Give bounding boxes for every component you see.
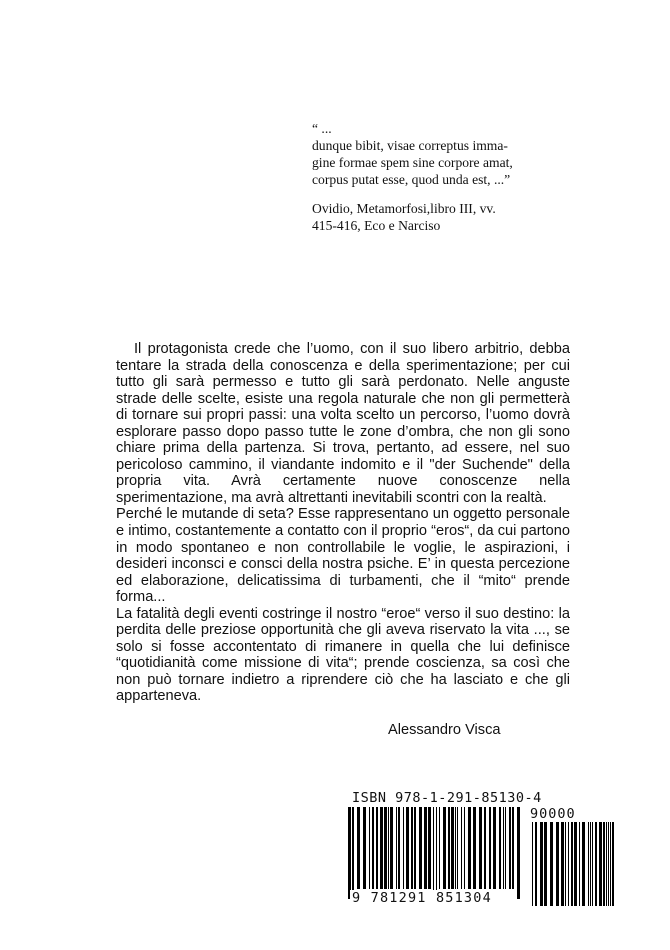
barcode-bar	[561, 822, 564, 906]
barcode-bar	[544, 822, 547, 906]
isbn-barcode	[346, 790, 626, 908]
barcode-bar	[606, 822, 607, 906]
paragraph: Il protagonista crede che l’uomo, con il suo libero arbitrio, debba tentare la strada della conoscenza e della sperimentazione; per cui tutto gli sarà permesso e tutto gli sarà perdonato. Nelle anguste strade delle scelte, esiste una regola naturale che non gli permetterà di tornare sui propri passi: una volta scelto un percorso, l’uomo dovrà esplorare passo dopo passo tutte le zone d’ombra, che non gli sono chiare prima della partenza. Si trova, pertanto, ad essere, nel suo pericoloso cammino, il viandante indomito e il "der Suchende" della propria vita. Avrà certamente nuove conoscenze nella sperimentazione, ma avrà altrettanti inevitabili scontri con la realtà.	[116, 341, 570, 506]
author-signature: Alessandro Visca	[388, 722, 501, 738]
epigraph-quote-line: “ ...	[312, 121, 332, 136]
barcode-bar	[424, 807, 427, 889]
addon-barcode-bars	[530, 822, 618, 906]
epigraph-quote-line: corpus putat esse, quod unda est, ...”	[312, 172, 511, 187]
barcode-bars	[346, 807, 522, 899]
barcode-bar	[484, 807, 486, 889]
barcode-bar	[388, 807, 389, 889]
isbn-text: ISBN 978-1-291-85130-4	[352, 790, 542, 806]
barcode-bar	[517, 807, 520, 899]
barcode-bar	[535, 822, 537, 906]
barcode-digits: 9 781291 851304	[352, 890, 492, 906]
barcode-bar	[384, 807, 387, 889]
barcode-bar	[376, 807, 378, 889]
barcode-bar	[348, 807, 351, 899]
barcode-bar	[556, 822, 559, 906]
barcode-bar	[398, 807, 400, 889]
barcode-bar	[588, 822, 589, 906]
barcode-bar	[579, 822, 580, 906]
barcode-bar	[512, 807, 514, 889]
barcode-bar	[419, 807, 422, 889]
price-code: 90000	[530, 806, 576, 822]
barcode-bar	[574, 822, 577, 906]
barcode-bar	[582, 822, 585, 906]
paragraph: La fatalità degli eventi costringe il nostro “eroe“ verso il suo destino: la perdita delle preziose opportunità che gli aveva riservato la vita ..., se solo si fosse accontentato di rimanere in quella che lui definisce “quotidianità come missione di vita“; prende coscienza, sa così che non può tornare indietro a riprendere ciò che ha lasciato e che gli apparteneva.	[116, 605, 570, 705]
barcode-bar	[473, 807, 476, 889]
barcode-bar	[532, 822, 533, 906]
barcode-bar	[503, 807, 504, 889]
barcode-bar	[608, 822, 609, 906]
paragraph: Perché le mutande di seta? Esse rappresentano un oggetto personale e intimo, costantemente a contatto con il proprio “eros“, da cui partono in modo spontaneo e non controllabile le voglie, le aspirazioni, i desideri inconsci e consci della nostra psiche. E’ in questa percezione ed elaborazione, delicatissima di turbamenti, che il “mito“ prende forma...	[116, 506, 570, 606]
barcode-bar	[406, 807, 409, 889]
epigraph-citation-line: Ovidio, Metamorfosi,libro III, vv.	[312, 201, 496, 216]
barcode-bar	[550, 822, 553, 906]
barcode-bar	[403, 807, 404, 889]
barcode-bar	[612, 822, 614, 906]
barcode-bar	[505, 807, 506, 889]
barcode-bar	[352, 807, 354, 899]
barcode-bar	[451, 807, 454, 889]
barcode-bar	[571, 822, 573, 906]
barcode-bar	[396, 807, 397, 889]
barcode-bar	[595, 822, 597, 906]
barcode-bar	[439, 807, 440, 889]
barcode-bar	[489, 807, 491, 889]
barcode-bar	[599, 822, 602, 906]
barcode-bar	[568, 822, 569, 906]
barcode-bar	[428, 807, 431, 889]
barcode-bar	[390, 807, 393, 889]
barcode-bar	[411, 807, 413, 889]
barcode-bar	[436, 807, 437, 899]
barcode-bar	[372, 807, 374, 889]
barcode-bar	[414, 807, 416, 889]
epigraph	[312, 120, 592, 234]
barcode-bar	[455, 807, 456, 889]
barcode-bar	[443, 807, 446, 889]
epigraph-citation-line: 415-416, Eco e Narciso	[312, 218, 441, 233]
barcode-bar	[380, 807, 383, 889]
epigraph-quote-line: dunque bibit, visae correptus imma-	[312, 138, 508, 153]
barcode-bar	[540, 822, 543, 906]
barcode-bar	[592, 822, 593, 906]
epigraph-quote-line: gine formae spem sine corpore amat,	[312, 155, 513, 170]
barcode-bar	[509, 807, 511, 889]
barcode-bar	[590, 822, 591, 906]
barcode-bar	[433, 807, 434, 899]
barcode-bar	[493, 807, 496, 889]
barcode-bar	[565, 822, 566, 906]
barcode-bar	[461, 807, 462, 889]
barcode-bar	[499, 807, 501, 889]
barcode-bar	[448, 807, 450, 889]
barcode-bar	[464, 807, 465, 889]
barcode-bar	[603, 822, 605, 906]
barcode-bar	[457, 807, 458, 889]
barcode-bar	[610, 822, 611, 906]
barcode-bar	[357, 807, 360, 889]
back-cover-text	[116, 341, 570, 705]
barcode-bar	[363, 807, 366, 889]
barcode-bar	[468, 807, 471, 889]
barcode-bar	[479, 807, 482, 889]
barcode-bar	[369, 807, 370, 889]
